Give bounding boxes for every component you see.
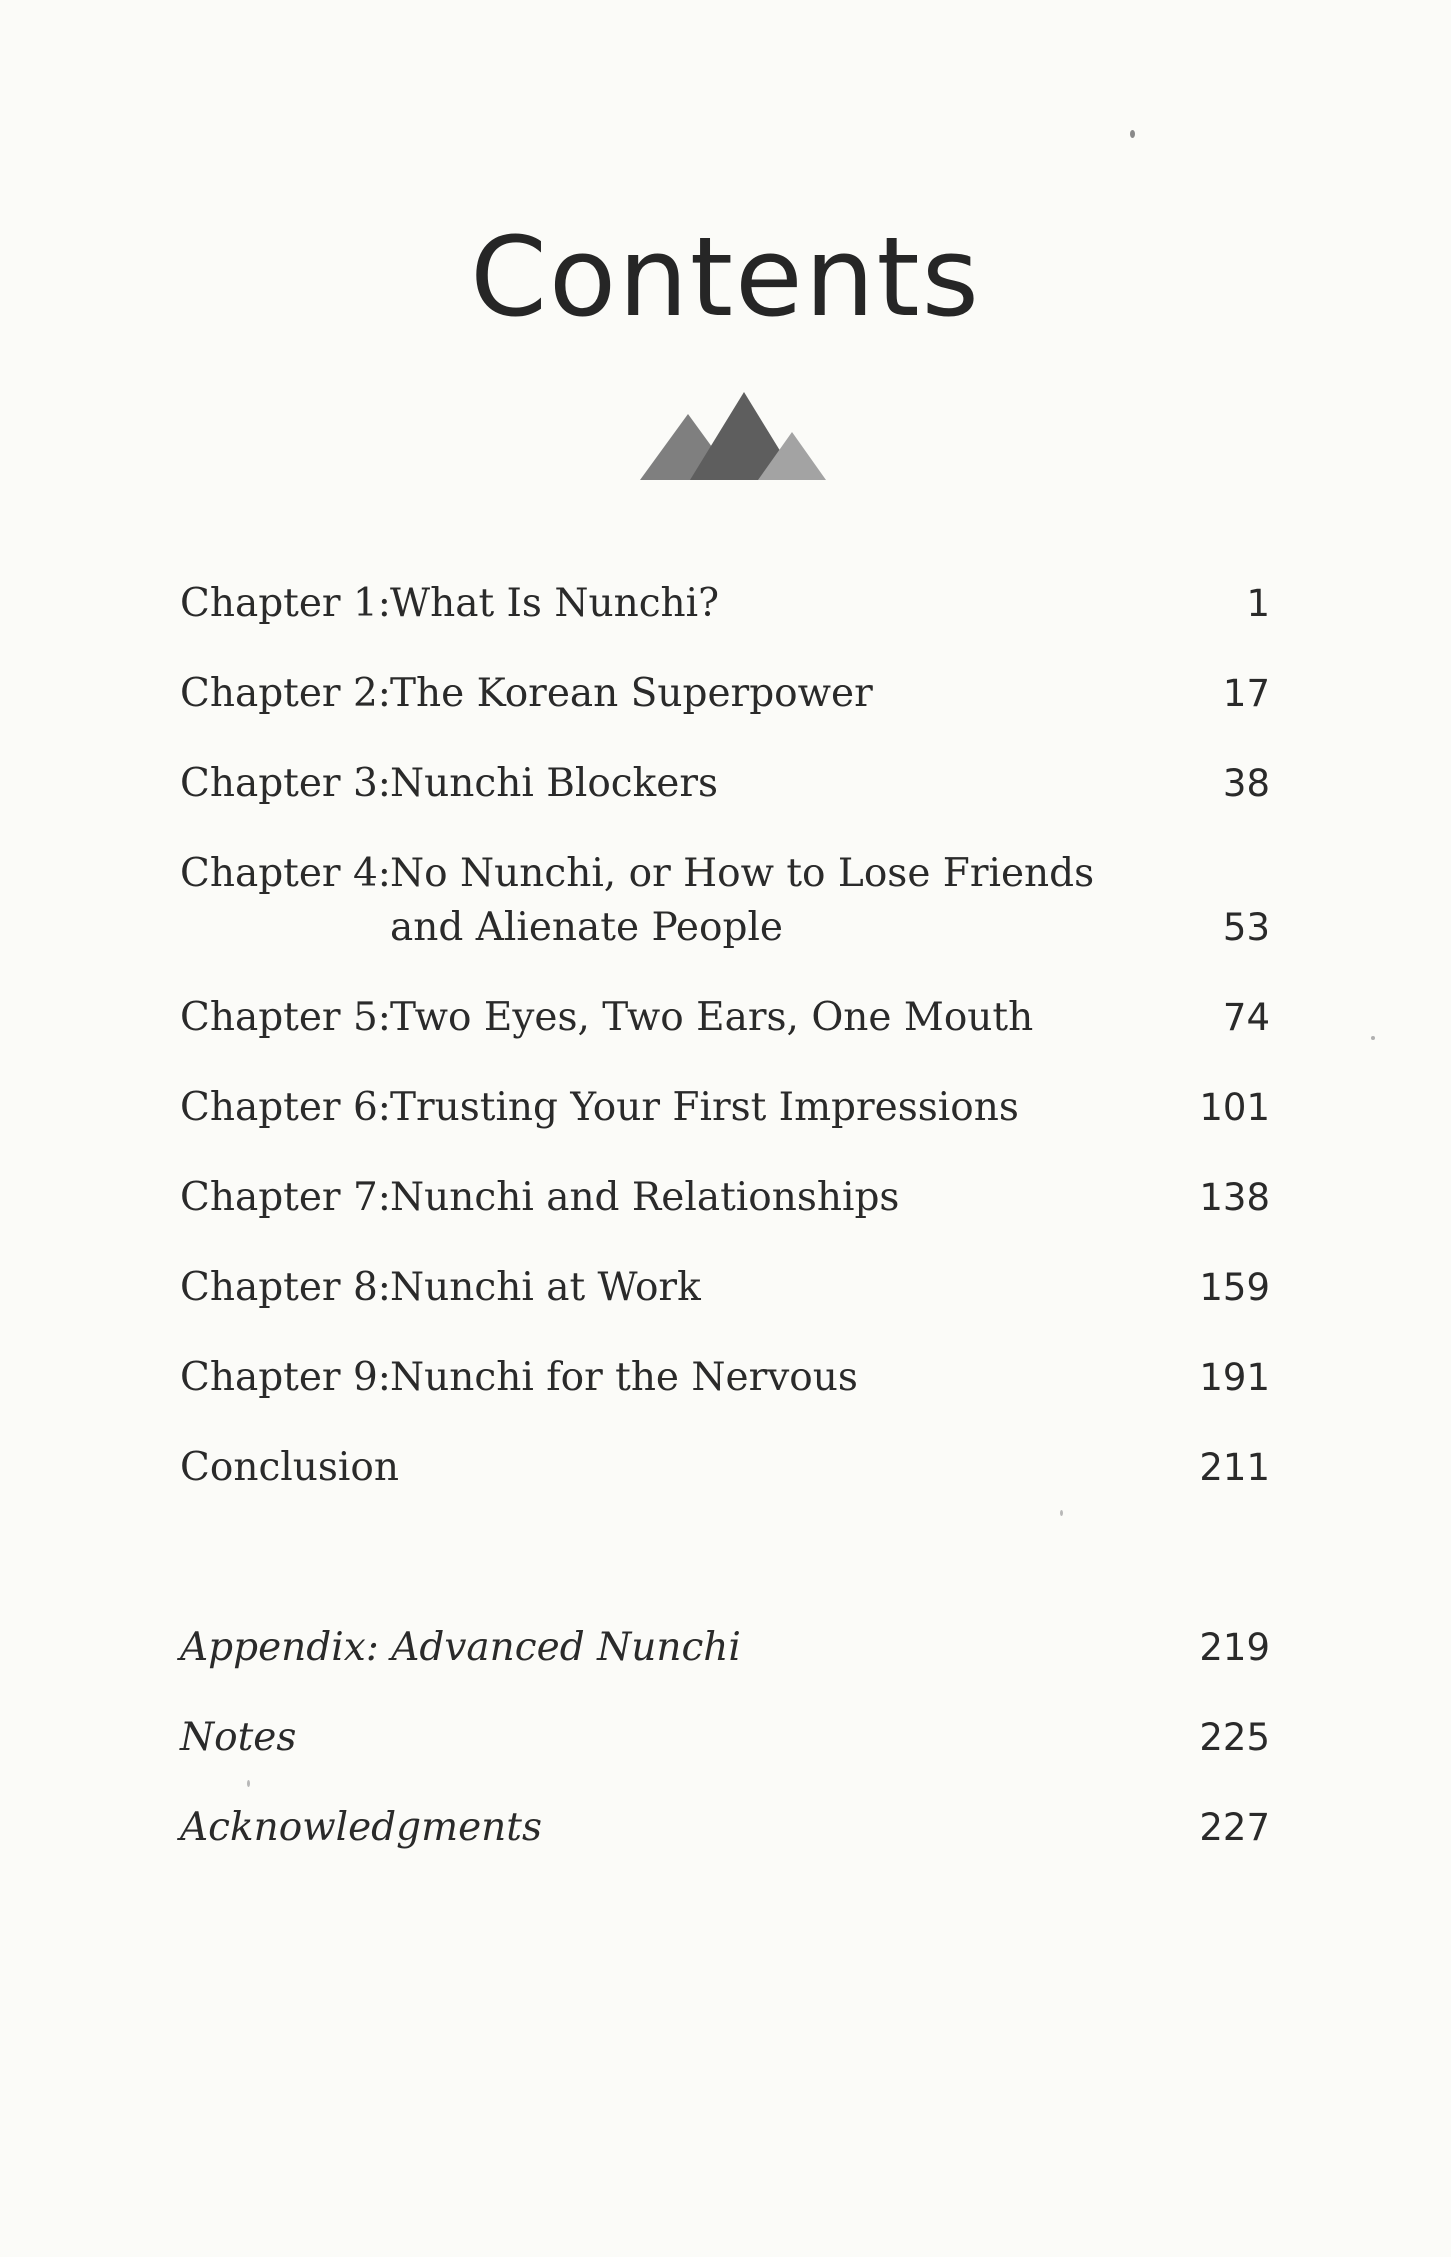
chapter-title: The Korean Superpower [390,671,873,716]
chapter-title-continued: and Alienate People [390,905,784,950]
chapter-label: Chapter 6: [180,1085,391,1130]
page-number: 38 [1222,762,1270,805]
chapter-title: Two Eyes, Two Ears, One Mouth [390,995,1034,1040]
chapter-title: Nunchi at Work [390,1265,701,1310]
chapter-title: No Nunchi, or How to Lose Friends [390,851,1095,896]
chapter-title: Nunchi Blockers [390,761,719,806]
page-number: 191 [1199,1356,1270,1399]
chapter-label: Chapter 4: [180,851,391,896]
chapter-title: Nunchi for the Nervous [390,1355,858,1400]
chapter-label: Chapter 8: [180,1265,391,1310]
chapter-label: Chapter 9: [180,1355,391,1400]
section-title: Conclusion [180,1445,399,1490]
chapter-label: Chapter 7: [180,1175,391,1220]
chapter-label: Chapter 3: [180,761,391,806]
page-number: 74 [1222,996,1270,1039]
page-number: 1 [1246,582,1270,625]
section-title: Notes [180,1715,297,1760]
paper-speck [1130,130,1135,138]
chapter-label: Chapter 1: [180,581,391,626]
page-number: 53 [1222,906,1270,949]
paper-speck [1060,1510,1063,1516]
paper-speck [247,1780,250,1787]
section-title: Acknowledgments [180,1805,542,1850]
chapter-title: Trusting Your First Impressions [390,1085,1019,1130]
page-number: 159 [1199,1266,1270,1309]
paper-speck [1371,1036,1375,1040]
page-title: Contents [470,213,981,341]
chapter-title: What Is Nunchi? [390,581,720,626]
page-number: 225 [1199,1716,1270,1759]
page-number: 138 [1199,1176,1270,1219]
chapter-label: Chapter 5: [180,995,391,1040]
toc-entry-chapter-4[interactable] [180,847,1270,955]
chapter-label: Chapter 2: [180,671,391,716]
section-title: Appendix: Advanced Nunchi [180,1625,741,1670]
page-number: 17 [1222,672,1270,715]
page-number: 211 [1199,1446,1270,1489]
page-number: 227 [1199,1806,1270,1849]
chapter-title: Nunchi and Relationships [390,1175,900,1220]
mountains-icon [640,392,830,482]
page-number: 101 [1199,1086,1270,1129]
page-number: 219 [1199,1626,1270,1669]
